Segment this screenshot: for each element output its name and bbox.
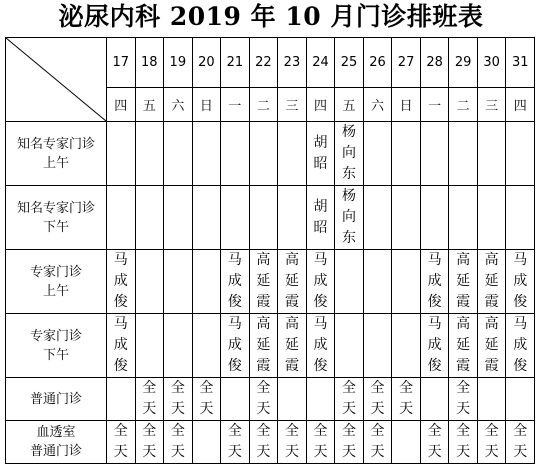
- schedule-cell: [107, 314, 136, 378]
- cell-text: 全天: [256, 380, 271, 417]
- schedule-cell: [363, 122, 392, 186]
- schedule-cell: [477, 314, 506, 378]
- row-label: 知名专家门诊 上午: [6, 122, 107, 186]
- cell-text: 高延霞: [284, 252, 299, 310]
- schedule-cell: [107, 421, 136, 464]
- day-number: 19: [164, 38, 193, 88]
- schedule-cell: [221, 250, 250, 314]
- day-number: 26: [363, 38, 392, 88]
- row-label: 知名专家门诊 下午: [6, 186, 107, 250]
- cell-text: 杨向东: [342, 188, 357, 246]
- schedule-row: [6, 250, 535, 314]
- schedule-cell: [477, 378, 506, 421]
- cell-text: 马成俊: [513, 252, 528, 310]
- schedule-cell: [135, 378, 164, 421]
- schedule-cell: [506, 314, 535, 378]
- schedule-cell: [278, 378, 307, 421]
- schedule-cell: [221, 122, 250, 186]
- schedule-cell: [306, 421, 335, 464]
- day-number: 28: [420, 38, 449, 88]
- cell-text: 高延霞: [456, 252, 471, 310]
- cell-text: 高延霞: [256, 316, 271, 374]
- schedule-cell: [192, 314, 221, 378]
- schedule-cell: [420, 314, 449, 378]
- schedule-cell: [392, 122, 421, 186]
- cell-text: 全天: [513, 423, 528, 460]
- schedule-cell: [335, 378, 364, 421]
- corner-diagonal-cell: [6, 38, 107, 122]
- weekday-label: 二: [249, 88, 278, 122]
- cell-text: 高延霞: [484, 316, 499, 374]
- schedule-cell: [164, 186, 193, 250]
- schedule-row: [6, 186, 535, 250]
- schedule-cell: [192, 421, 221, 464]
- cell-text: 全天: [484, 423, 499, 460]
- schedule-cell: [249, 186, 278, 250]
- schedule-table: [5, 37, 535, 464]
- schedule-cell: [221, 186, 250, 250]
- schedule-cell: [164, 314, 193, 378]
- cell-text: 马成俊: [313, 252, 328, 310]
- schedule-cell: [164, 421, 193, 464]
- cell-text: 全天: [342, 423, 357, 460]
- schedule-row: [6, 314, 535, 378]
- schedule-cell: [420, 421, 449, 464]
- schedule-cell: [420, 186, 449, 250]
- day-number: 18: [135, 38, 164, 88]
- schedule-cell: [363, 314, 392, 378]
- day-number: 23: [278, 38, 307, 88]
- schedule-cell: [192, 250, 221, 314]
- schedule-cell: [363, 378, 392, 421]
- schedule-cell: [335, 250, 364, 314]
- cell-text: 全天: [456, 380, 471, 417]
- schedule-cell: [420, 378, 449, 421]
- schedule-cell: [392, 250, 421, 314]
- cell-text: 高延霞: [284, 316, 299, 374]
- schedule-cell: [107, 378, 136, 421]
- weekday-label: 二: [449, 88, 478, 122]
- schedule-cell: [278, 122, 307, 186]
- cell-text: 马成俊: [227, 316, 242, 374]
- cell-text: 马成俊: [113, 252, 128, 310]
- day-number: 30: [477, 38, 506, 88]
- schedule-cell: [135, 421, 164, 464]
- day-number: 20: [192, 38, 221, 88]
- schedule-cell: [135, 314, 164, 378]
- cell-text: 全天: [399, 380, 414, 417]
- cell-text: 马成俊: [427, 316, 442, 374]
- schedule-cell: [135, 122, 164, 186]
- row-label: 普通门诊: [6, 378, 107, 421]
- cell-text: 全天: [256, 423, 271, 460]
- schedule-cell: [278, 250, 307, 314]
- schedule-cell: [306, 250, 335, 314]
- schedule-cell: [278, 314, 307, 378]
- day-number: 17: [107, 38, 136, 88]
- cell-text: 全天: [142, 423, 157, 460]
- schedule-cell: [306, 314, 335, 378]
- cell-text: 全天: [342, 380, 357, 417]
- day-number: 27: [392, 38, 421, 88]
- row-label: 血透室 普通门诊: [6, 421, 107, 464]
- schedule-cell: [107, 250, 136, 314]
- day-number: 31: [506, 38, 535, 88]
- schedule-cell: [392, 421, 421, 464]
- weekday-label: 四: [306, 88, 335, 122]
- schedule-cell: [135, 186, 164, 250]
- schedule-cell: [135, 250, 164, 314]
- schedule-cell: [449, 250, 478, 314]
- row-label: 专家门诊 上午: [6, 250, 107, 314]
- schedule-cell: [449, 421, 478, 464]
- cell-text: 全天: [170, 380, 185, 417]
- cell-text: 全天: [370, 423, 385, 460]
- schedule-cell: [107, 186, 136, 250]
- cell-text: 全天: [427, 423, 442, 460]
- schedule-cell: [506, 122, 535, 186]
- cell-text: 全天: [284, 423, 299, 460]
- cell-text: 马成俊: [227, 252, 242, 310]
- schedule-cell: [392, 186, 421, 250]
- cell-text: 马成俊: [113, 316, 128, 374]
- schedule-cell: [164, 378, 193, 421]
- schedule-cell: [477, 421, 506, 464]
- weekday-label: 日: [392, 88, 421, 122]
- schedule-cell: [363, 186, 392, 250]
- cell-text: 全天: [170, 423, 185, 460]
- cell-text: 全天: [456, 423, 471, 460]
- cell-text: 高延霞: [456, 316, 471, 374]
- cell-text: 马成俊: [427, 252, 442, 310]
- page-title: 泌尿内科 2019 年 10 月门诊排班表: [58, 2, 484, 31]
- schedule-cell: [449, 314, 478, 378]
- cell-text: 胡昭: [313, 134, 328, 172]
- schedule-cell: [449, 122, 478, 186]
- weekday-label: 一: [221, 88, 250, 122]
- day-number: 24: [306, 38, 335, 88]
- schedule-cell: [249, 122, 278, 186]
- schedule-cell: [506, 421, 535, 464]
- day-number: 21: [221, 38, 250, 88]
- cell-text: 全天: [142, 380, 157, 417]
- schedule-cell: [449, 186, 478, 250]
- schedule-cell: [306, 186, 335, 250]
- schedule-cell: [477, 250, 506, 314]
- schedule-cell: [249, 250, 278, 314]
- schedule-cell: [221, 421, 250, 464]
- schedule-cell: [221, 314, 250, 378]
- weekday-label: 一: [420, 88, 449, 122]
- cell-text: 全天: [313, 423, 328, 460]
- schedule-cell: [420, 250, 449, 314]
- schedule-cell: [335, 186, 364, 250]
- schedule-cell: [249, 421, 278, 464]
- cell-text: 高延霞: [484, 252, 499, 310]
- schedule-cell: [306, 378, 335, 421]
- schedule-cell: [506, 378, 535, 421]
- schedule-cell: [506, 250, 535, 314]
- schedule-cell: [164, 250, 193, 314]
- schedule-cell: [335, 421, 364, 464]
- schedule-cell: [221, 378, 250, 421]
- schedule-row: [6, 122, 535, 186]
- schedule-cell: [506, 186, 535, 250]
- schedule-cell: [420, 122, 449, 186]
- cell-text: 全天: [227, 423, 242, 460]
- schedule-cell: [278, 421, 307, 464]
- day-number: 22: [249, 38, 278, 88]
- schedule-cell: [192, 378, 221, 421]
- schedule-cell: [192, 122, 221, 186]
- day-number: 29: [449, 38, 478, 88]
- weekday-label: 日: [192, 88, 221, 122]
- schedule-cell: [363, 421, 392, 464]
- weekday-label: 三: [278, 88, 307, 122]
- schedule-cell: [335, 314, 364, 378]
- header-day-row: [6, 38, 535, 88]
- cell-text: 马成俊: [313, 316, 328, 374]
- schedule-cell: [363, 250, 392, 314]
- weekday-label: 三: [477, 88, 506, 122]
- cell-text: 全天: [370, 380, 385, 417]
- schedule-cell: [335, 122, 364, 186]
- schedule-cell: [477, 122, 506, 186]
- schedule-cell: [306, 122, 335, 186]
- weekday-label: 六: [164, 88, 193, 122]
- weekday-label: 五: [335, 88, 364, 122]
- schedule-cell: [278, 186, 307, 250]
- schedule-row: [6, 378, 535, 421]
- cell-text: 马成俊: [513, 316, 528, 374]
- cell-text: 胡昭: [313, 198, 328, 236]
- cell-text: 杨向东: [342, 124, 357, 182]
- day-number: 25: [335, 38, 364, 88]
- schedule-cell: [449, 378, 478, 421]
- schedule-cell: [192, 186, 221, 250]
- cell-text: 高延霞: [256, 252, 271, 310]
- schedule-cell: [249, 314, 278, 378]
- schedule-cell: [392, 378, 421, 421]
- weekday-label: 四: [506, 88, 535, 122]
- schedule-cell: [164, 122, 193, 186]
- schedule-cell: [249, 378, 278, 421]
- schedule-cell: [477, 186, 506, 250]
- row-label: 专家门诊 下午: [6, 314, 107, 378]
- weekday-label: 六: [363, 88, 392, 122]
- cell-text: 全天: [113, 423, 128, 460]
- schedule-cell: [392, 314, 421, 378]
- weekday-label: 四: [107, 88, 136, 122]
- cell-text: 全天: [199, 380, 214, 417]
- schedule-row: [6, 421, 535, 464]
- weekday-label: 五: [135, 88, 164, 122]
- schedule-cell: [107, 122, 136, 186]
